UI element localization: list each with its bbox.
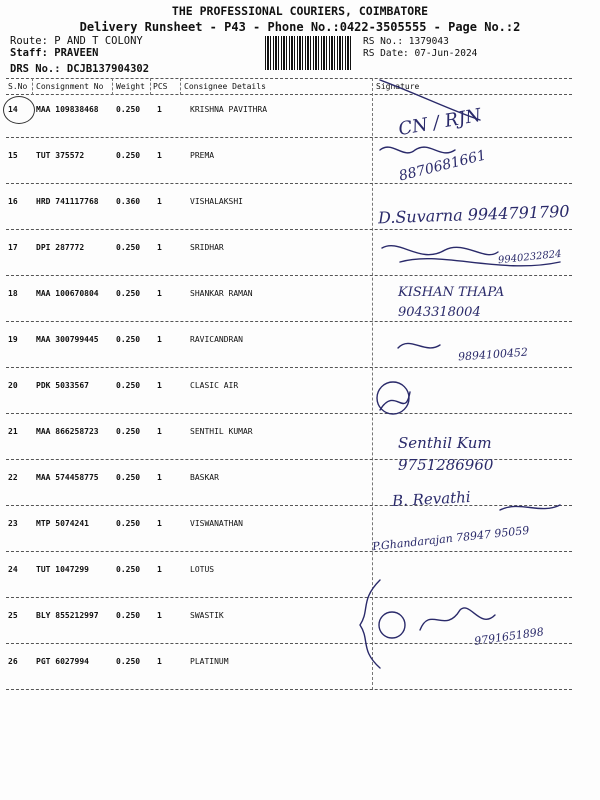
row-weight: 0.250 [116, 657, 141, 666]
signature-row-22: B. Revathi [391, 487, 472, 511]
row-consignment-number: MAA 100670804 [36, 289, 99, 298]
row-serial-number: 25 [8, 611, 18, 620]
row-weight: 0.250 [116, 151, 141, 160]
row-pieces: 1 [157, 289, 162, 298]
column-header-pcs: PCS [153, 82, 168, 91]
row-serial-number: 22 [8, 473, 18, 482]
row-consignee-name: BASKAR [190, 473, 219, 482]
row-consignee-name: SWASTIK [190, 611, 224, 620]
row-serial-number: 17 [8, 243, 18, 252]
route-label: Route: P AND T COLONY [10, 35, 143, 47]
rs-date: RS Date: 07-Jun-2024 [363, 48, 478, 59]
row-serial-number: 21 [8, 427, 18, 436]
signature-row-18: KISHAN THAPA 9043318004 [398, 285, 505, 320]
pen-stroke-row-15 [380, 147, 455, 153]
row-consignee-name: RAVICANDRAN [190, 335, 243, 344]
signature-row-14: CN / RJN [396, 104, 483, 141]
row-consignment-number: MTP 5074241 [36, 519, 89, 528]
row-pieces: 1 [157, 151, 162, 160]
signature-row-19: 9894100452 [457, 345, 529, 364]
pen-stroke-row-18 [400, 259, 560, 266]
row-consignee-name: SRIDHAR [190, 243, 224, 252]
row-pieces: 1 [157, 105, 162, 114]
row-serial-number: 14 [8, 105, 18, 114]
signature-row-23: P.Ghandarajan 78947 95059 [371, 523, 530, 554]
row-weight: 0.250 [116, 611, 141, 620]
row-consignee-name: PREMA [190, 151, 215, 160]
column-header-consignment: Consignment No [36, 82, 104, 91]
pen-bracket-row-24-25 [360, 580, 380, 668]
row-weight: 0.360 [116, 197, 141, 206]
column-header-weight: Weight [116, 82, 145, 91]
row-serial-number: 24 [8, 565, 18, 574]
row-consignment-number: PGT 6027994 [36, 657, 89, 666]
row-consignee-name: SHANKAR RAMAN [190, 289, 253, 298]
row-consignment-number: MAA 109838468 [36, 105, 99, 114]
document-subtitle: Delivery Runsheet - P43 - Phone No.:0422-3505555 - Page No.:2 [79, 20, 521, 34]
row-consignee-name: KRISHNA PAVITHRA [190, 105, 268, 114]
row-weight: 0.250 [116, 381, 141, 390]
row-consignment-number: TUT 1047299 [36, 565, 89, 574]
row-pieces: 1 [157, 197, 162, 206]
row-serial-number: 16 [8, 197, 18, 206]
row-consignment-number: BLY 855212997 [36, 611, 99, 620]
pen-stroke-row-14 [380, 80, 480, 120]
row-consignment-number: HRD 741117768 [36, 197, 99, 206]
signature-row-17: 9940232824 [497, 248, 563, 267]
row-consignee-name: LOTUS [190, 565, 215, 574]
row-weight: 0.250 [116, 519, 141, 528]
row-pieces: 1 [157, 519, 162, 528]
row-consignment-number: PDK 5033567 [36, 381, 89, 390]
row-weight: 0.250 [116, 105, 141, 114]
row-serial-number: 19 [8, 335, 18, 344]
row-pieces: 1 [157, 335, 162, 344]
row-pieces: 1 [157, 565, 162, 574]
row-pieces: 1 [157, 243, 162, 252]
pen-stroke-row-25 [420, 608, 495, 630]
row-pieces: 1 [157, 381, 162, 390]
row-serial-number: 26 [8, 657, 18, 666]
pen-stroke-row-23 [500, 505, 560, 510]
row-consignment-number: MAA 866258723 [36, 427, 99, 436]
document-title: THE PROFESSIONAL COURIERS, COIMBATORE [171, 4, 429, 18]
staff-label: Staff: PRAVEEN [10, 47, 99, 59]
row-consignment-number: MAA 300799445 [36, 335, 99, 344]
signature-row-25: 9791651898 [473, 625, 545, 648]
pen-mark-row-25 [379, 612, 405, 638]
row-weight: 0.250 [116, 427, 141, 436]
signature-row-16: D.Suvarna 9944791790 [377, 201, 570, 228]
row-weight: 0.250 [116, 565, 141, 574]
row-serial-number: 23 [8, 519, 18, 528]
row-pieces: 1 [157, 657, 162, 666]
row-consignment-number: MAA 574458775 [36, 473, 99, 482]
drs-number: DRS No.: DCJB137904302 [10, 63, 150, 75]
row-consignee-name: CLASIC AIR [190, 381, 239, 390]
row-consignee-name: SENTHIL KUMAR [190, 427, 253, 436]
row-pieces: 1 [157, 427, 162, 436]
column-header-sno: S.No [8, 82, 28, 91]
pen-stroke-row-17 [382, 246, 498, 255]
row-pieces: 1 [157, 611, 162, 620]
row-consignee-name: VISWANATHAN [190, 519, 243, 528]
row-consignee-name: VISHALAKSHI [190, 197, 243, 206]
signature-row-15: 8870681661 [397, 147, 488, 185]
row-serial-number: 18 [8, 289, 18, 298]
row-weight: 0.250 [116, 335, 141, 344]
column-header-consignee: Consignee Details [184, 82, 266, 91]
row-consignment-number: DPI 287772 [36, 243, 85, 252]
row-weight: 0.250 [116, 473, 141, 482]
row-consignment-number: TUT 375572 [36, 151, 85, 160]
pen-stroke-row-19 [398, 343, 440, 348]
pen-mark-row-20 [377, 382, 409, 414]
signature-row-21: Senthil Kum 9751286960 [398, 434, 494, 474]
rs-number: RS No.: 1379043 [363, 36, 449, 47]
row-weight: 0.250 [116, 289, 141, 298]
row-pieces: 1 [157, 473, 162, 482]
row-consignee-name: PLATINUM [190, 657, 229, 666]
row-weight: 0.250 [116, 243, 141, 252]
row-serial-number: 20 [8, 381, 18, 390]
row-serial-number: 15 [8, 151, 18, 160]
column-header-signature: Signature [376, 82, 420, 91]
